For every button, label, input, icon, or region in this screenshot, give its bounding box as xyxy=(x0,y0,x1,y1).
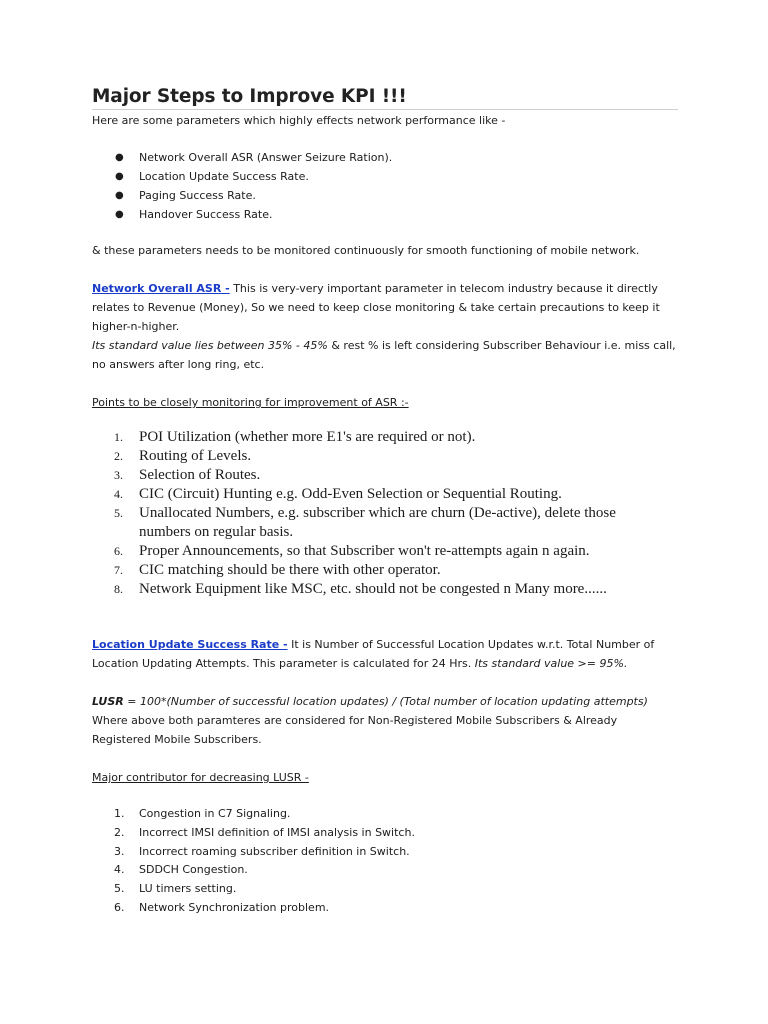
list-item: ● Location Update Success Rate. xyxy=(112,167,392,186)
asr-points-list xyxy=(92,428,616,599)
list-item: 8. Network Equipment like MSC, etc. should not be congested n Many more...... xyxy=(114,581,607,597)
list-item: 5. Unallocated Numbers, e.g. subscriber which are churn (De-active), delete those numbers on regular basis. xyxy=(114,505,616,540)
list-item: 1. POI Utilization (whether more E1's are required or not). xyxy=(114,429,476,445)
list-item: 2. Routing of Levels. xyxy=(114,448,252,464)
bullet-icon: ● xyxy=(115,152,124,163)
parameter-bullet-list xyxy=(112,148,392,224)
list-item: 5. LU timers setting. xyxy=(114,882,237,896)
list-item: 4. SDDCH Congestion. xyxy=(114,863,248,877)
list-item: ● Network Overall ASR (Answer Seizure Ration). xyxy=(112,148,392,167)
asr-heading-link[interactable]: Network Overall ASR - xyxy=(92,282,230,295)
lusr-points-list xyxy=(92,804,415,917)
list-item: 2. Incorrect IMSI definition of IMSI analysis in Switch. xyxy=(114,825,415,839)
list-item: 1. Congestion in C7 Signaling. xyxy=(114,807,291,820)
asr-paragraph: Network Overall ASR - This is very-very important parameter in telecom industry because it directly relates to Revenue (Money), So we need to keep close monitoring & take certain precautions to keep it higher-n-higher. Its standard value lies between 35% - 45% & rest % is left considering Subscriber Behaviour i.e. miss call, no answers after long ring, etc. xyxy=(92,282,676,371)
lusr-formula: LUSR = 100*(Number of successful location updates) / (Total number of location updating attempts) Where above both paramteres are considered for Non-Registered Mobile Subscribers & Already Registered Mobile Subscribers. xyxy=(92,695,648,746)
list-item: 3. Incorrect roaming subscriber definition in Switch. xyxy=(114,844,410,858)
list-item: ● Handover Success Rate. xyxy=(112,205,392,224)
lu-paragraph: Location Update Success Rate - It is Number of Successful Location Updates w.r.t. Total Number of Location Updating Attempts. This parameter is calculated for 24 Hrs. Its standard value >= 95%. xyxy=(92,638,655,670)
monitor-note: & these parameters needs to be monitored continuously for smooth functioning of mobile network. xyxy=(92,244,640,257)
list-item: 4. CIC (Circuit) Hunting e.g. Odd-Even Selection or Sequential Routing. xyxy=(114,486,562,502)
list-item: 6. Network Synchronization problem. xyxy=(114,900,330,914)
asr-points-heading: Points to be closely monitoring for improvement of ASR :- xyxy=(92,396,409,409)
lu-heading-link[interactable]: Location Update Success Rate - xyxy=(92,638,288,651)
bullet-icon: ● xyxy=(115,171,124,182)
bullet-icon: ● xyxy=(115,209,124,220)
list-item: 6. Proper Announcements, so that Subscriber won't re-attempts again n again. xyxy=(114,543,590,559)
page-title: Major Steps to Improve KPI !!! xyxy=(92,86,678,110)
intro-text: Here are some parameters which highly effects network performance like - xyxy=(92,114,506,127)
lusr-heading: Major contributor for decreasing LUSR - xyxy=(92,771,309,784)
bullet-icon: ● xyxy=(115,190,124,201)
list-item: ● Paging Success Rate. xyxy=(112,186,392,205)
list-item: 7. CIC matching should be there with other operator. xyxy=(114,562,441,578)
list-item: 3. Selection of Routes. xyxy=(114,467,261,483)
